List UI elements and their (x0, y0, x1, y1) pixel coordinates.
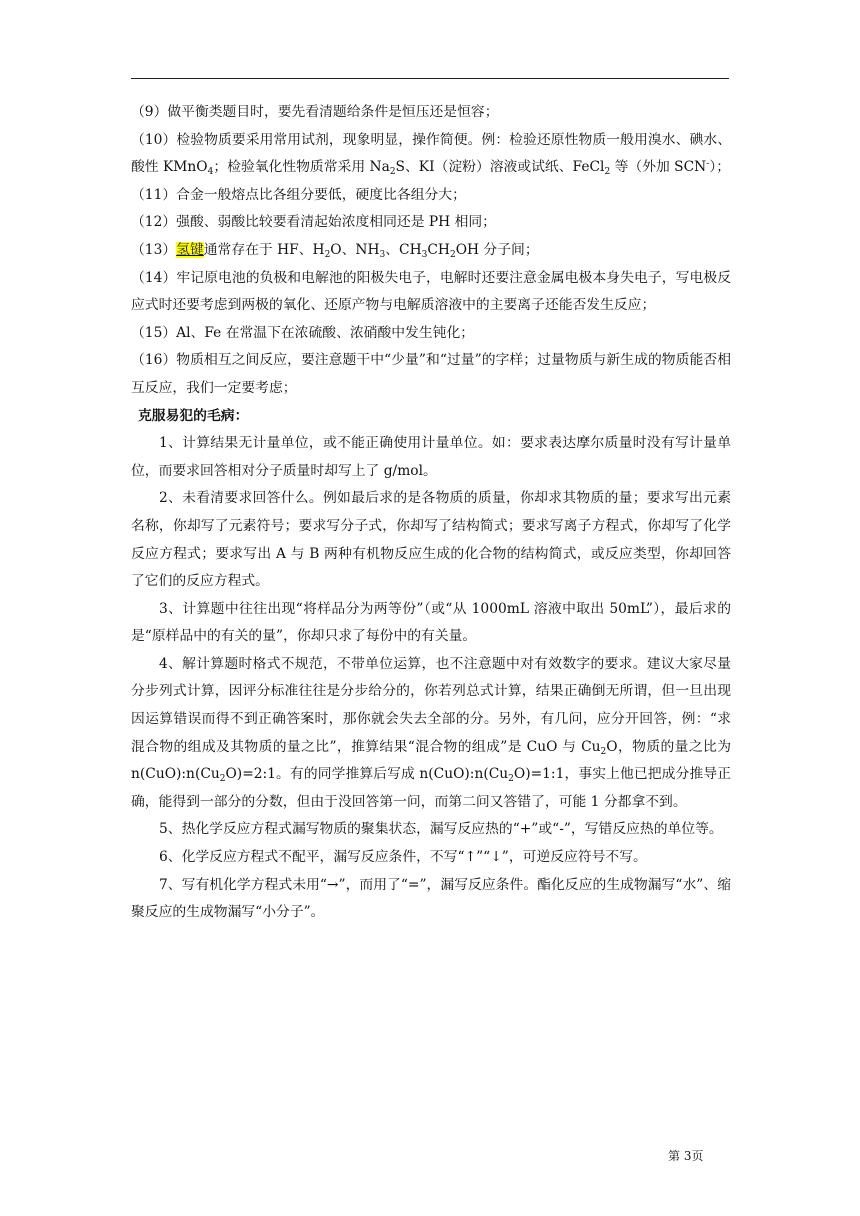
point-2: 2、未看清要求回答什么。例如最后求的是各物质的质量，你却求其物质的量；要求写出元素名称，你却写了元素符号；要求写分子式，你却写了结构简式；要求写离子方程式，你却写了化学反应方程式；要求写出 A 与 B 两种有机物反应生成的化合物的结构简式，或反应类型，你却回答了它们的反应方程式。 (131, 490, 731, 590)
item-10: （10）检验物质要采用常用试剂，现象明显，操作简便。例：检验还原性物质一般用溴水、碘水、酸性 KMnO$_4$；检验氧化性物质常采用 $Na_2S$、KI（淀粉）溶液或试纸、FeCl$_2$ 等（外加 SCN-）； (131, 131, 731, 178)
point-5: 5、热化学反应方程式漏写物质的聚集状态，漏写反应热的“+”或“-”，写错反应热的单位等。 (159, 821, 723, 838)
item-11: （11）合金一般熔点比各组分要低，硬度比各组分大； (131, 186, 466, 203)
header-rule (131, 78, 729, 79)
item-13: （13）氢键通常存在于 HF、$H_2O$、$NH_3$、$CH_3CH_2OH$ 分子间； (131, 241, 539, 260)
item-14: （14）牢记原电池的负极和电解池的阳极失电子，电解时还要注意金属电极本身失电子，写电极反应式时还要考虑到两极的氧化、还原产物与电解质溶液中的主要离子还能否发生反应； (131, 269, 731, 314)
document-body (131, 99, 731, 927)
point-7: 7、写有机化学方程式未用“→”，而用了“=”，漏写反应条件。酯化反应的生成物漏写“水”、缩聚反应的生成物漏写“小分子”。 (131, 876, 731, 921)
item-15: （15）Al、Fe 在常温下在浓硫酸、浓硝酸中发生钝化； (131, 324, 475, 341)
point-6: 6、化学反应方程式不配平，漏写反应条件，不写“↑”“↓”，可逆反应符号不写。 (159, 849, 647, 866)
section-heading: 克服易犯的毛病： (138, 407, 249, 424)
item-9: （9）做平衡类题目时，要先看清题给条件是恒压还是恒容； (131, 104, 499, 120)
item-12: （12）强酸、弱酸比较要看清起始浓度相同还是 PH 相同； (131, 214, 496, 231)
point-1: 1、计算结果无计量单位，或不能正确使用计量单位。如：要求表达摩尔质量时没有写计量单位，而要求回答相对分子质量时却写上了 g/mol。 (131, 435, 731, 479)
point-4: 4、解计算题时格式不规范，不带单位运算，也不注意题中对有效数字的要求。建议大家尽量分步列式计算，因评分标准往往是分步给分的，你若列总式计算，结果正确倒无所谓，但一旦出现因运算错误而得不到正确答案时，那你就会失去全部的分。另外，有几问，应分开回答，例：“求混合物的组成及其物质的量之比”，推算结果“混合物的组成”是 CuO 与 $Cu_2O$，物质的量之比为 $n(CuO):n(Cu_2O)=2:1$。有的同学推算后写成 $n(CuO):n(Cu_2O)=1:1$，事实上他已把成分推导正确，能得到一部分的分数，但由于没回答第一问，而第二问又答错了，可能 1 分都拿不到。 (131, 655, 732, 810)
point-3: 3、计算题中往往出现“将样品分为两等份”（或“从 1000mL 溶液中取出 50mL”），最后求的是“原样品中的有关的量”，你却只求了每份中的有关量。 (131, 600, 731, 645)
page-number: 第 3页 (668, 1149, 704, 1163)
highlighted-term: 氢键 (176, 241, 204, 258)
item-16: （16）物质相互之间反应，要注意题干中“少量”和“过量”的字样；过量物质与新生成的物质能否相互反应，我们一定要考虑； (131, 352, 731, 396)
